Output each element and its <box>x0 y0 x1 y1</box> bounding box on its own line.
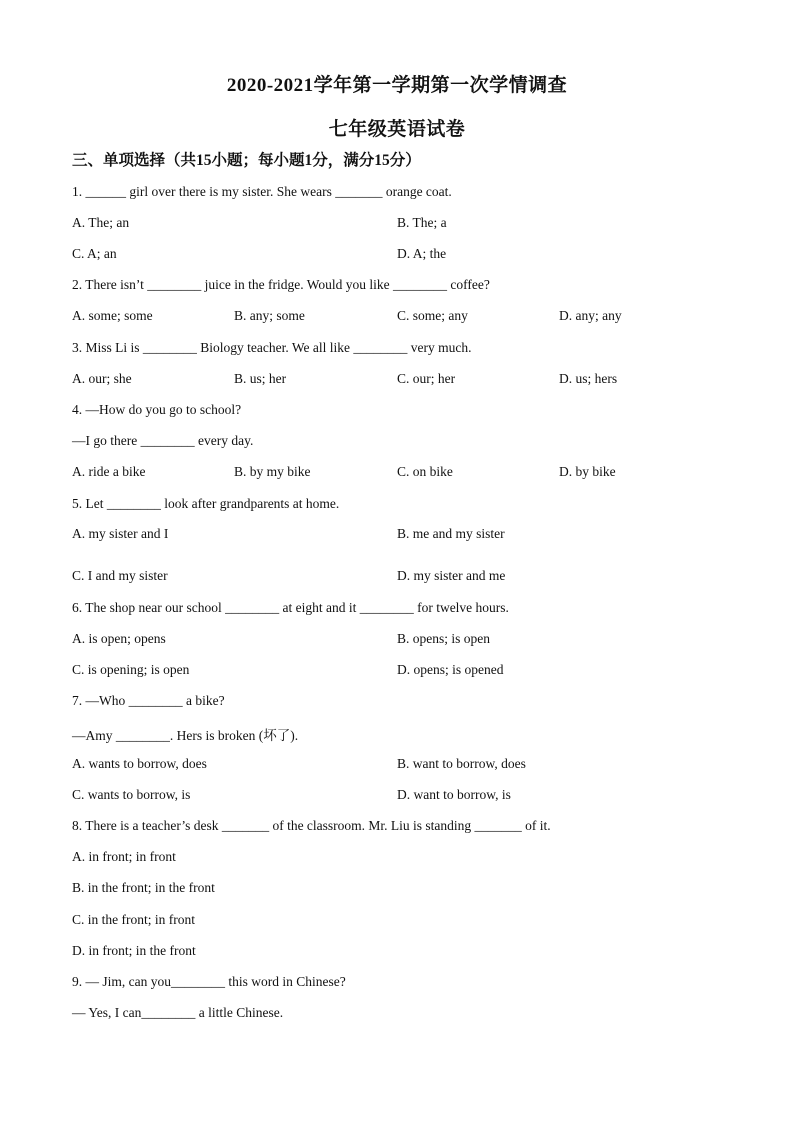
exam-subtitle: 七年级英语试卷 <box>328 119 466 140</box>
question-3-option-d: D. us; hers <box>559 371 618 386</box>
question-4-option-a: A. ride a bike <box>72 464 146 479</box>
question-9-stem-line-1: 9. — Jim, can you________ this word in Chinese? <box>72 974 346 989</box>
section-heading: 三、单项选择（共15小题；每小题1分，满分15分） <box>72 152 421 169</box>
question-8-option-a: A. in front; in front <box>72 849 176 864</box>
question-2-option-b: B. any; some <box>234 308 305 323</box>
question-8-option-d: D. in front; in the front <box>72 943 196 958</box>
question-5-option-d: D. my sister and me <box>397 568 506 583</box>
question-1-option-b: B. The; a <box>397 215 447 230</box>
question-8-option-b: B. in the front; in the front <box>72 880 215 895</box>
question-1-option-a: A. The; an <box>72 215 130 230</box>
question-7-option-b: B. want to borrow, does <box>397 756 526 771</box>
question-1-stem: 1. ______ girl over there is my sister. She wears _______ orange coat. <box>72 184 452 199</box>
question-2-stem: 2. There isn’t ________ juice in the fridge. Would you like ________ coffee? <box>72 277 490 292</box>
question-5-option-b: B. me and my sister <box>397 526 505 541</box>
question-6-option-d: D. opens; is opened <box>397 662 504 677</box>
question-4-stem-line-2: —I go there ________ every day. <box>72 433 254 448</box>
question-3-option-b: B. us; her <box>234 371 287 386</box>
question-5-stem: 5. Let ________ look after grandparents at home. <box>72 496 340 511</box>
question-2-option-d: D. any; any <box>559 308 622 323</box>
question-2-option-a: A. some; some <box>72 308 153 323</box>
question-7-stem-line-2: —Amy ________. Hers is broken (坏了). <box>72 728 299 743</box>
question-6-option-b: B. opens; is open <box>397 631 490 646</box>
question-8-stem: 8. There is a teacher’s desk _______ of the classroom. Mr. Liu is standing _______ of it. <box>72 818 551 833</box>
question-3-option-c: C. our; her <box>397 371 456 386</box>
question-1-option-c: C. A; an <box>72 246 117 261</box>
question-4-stem-line-1: 4. —How do you go to school? <box>72 402 242 417</box>
question-6-option-c: C. is opening; is open <box>72 662 190 677</box>
question-4-option-b: B. by my bike <box>234 464 311 479</box>
question-7-option-d: D. want to borrow, is <box>397 787 511 802</box>
question-5-option-c: C. I and my sister <box>72 568 168 583</box>
question-4-option-d: D. by bike <box>559 464 616 479</box>
exam-title: 2020-2021学年第一学期第一次学情调查 <box>226 75 568 96</box>
question-1-option-d: D. A; the <box>397 246 447 261</box>
question-7-stem-line-1: 7. —Who ________ a bike? <box>72 693 225 708</box>
question-2-option-c: C. some; any <box>397 308 468 323</box>
question-7-option-a: A. wants to borrow, does <box>72 756 207 771</box>
question-6-stem: 6. The shop near our school ________ at eight and it ________ for twelve hours. <box>72 600 509 615</box>
question-7-option-c: C. wants to borrow, is <box>72 787 191 802</box>
question-4-option-c: C. on bike <box>397 464 453 479</box>
question-3-option-a: A. our; she <box>72 371 132 386</box>
question-9-stem-line-2: — Yes, I can________ a little Chinese. <box>72 1005 284 1020</box>
question-6-option-a: A. is open; opens <box>72 631 166 646</box>
question-3-stem: 3. Miss Li is ________ Biology teacher. We all like ________ very much. <box>72 340 472 355</box>
question-5-option-a: A. my sister and I <box>72 526 169 541</box>
question-8-option-c: C. in the front; in front <box>72 912 195 927</box>
